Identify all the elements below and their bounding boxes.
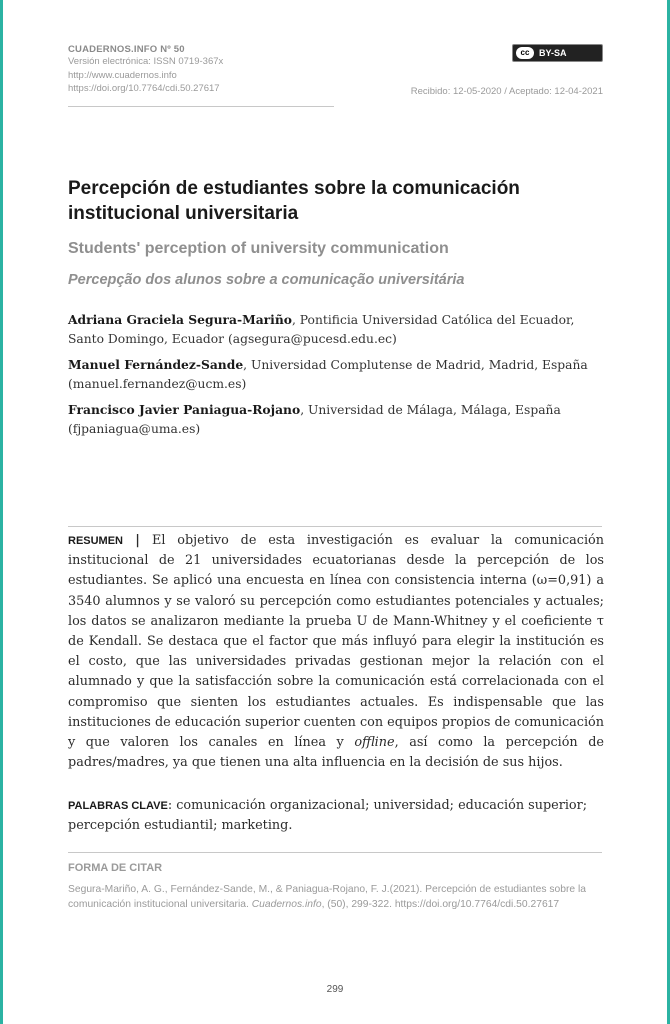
citation-text [68,882,593,912]
license-label: BY-SA [539,48,567,58]
keywords-label: PALABRAS CLAVE [68,800,168,812]
citation-text-end: , (50), 299-322. https://doi.org/10.7764/cdi.50.27617 [321,899,560,910]
page-edge-left [0,0,3,1024]
citation-journal: Cuadernos.info [251,899,322,910]
author-affiliation: , Universidad de Málaga, Málaga, España (fjpaniagua@uma.es) [68,403,561,436]
author-entry [68,400,604,439]
page-number: 299 [326,984,344,995]
citation-label: FORMA DE CITAR [68,862,163,874]
article-doi[interactable]: https://doi.org/10.7764/cdi.50.27617 [68,83,220,94]
keywords-text: : comunicación organizacional; universidad; educación superior; percepción estudiantil; marketing. [68,798,588,834]
abstract-divider [68,526,602,527]
author-affiliation: , Pontificia Universidad Católica del Ecuador, Santo Domingo, Ecuador (agsegura@pucesd.edu.ec) [68,313,575,346]
abstract-text: El objetivo de esta investigación es evaluar la comunicación institucional de 21 universidades ecuatorianas desde la percepción de los estudiantes. Se aplicó una encuesta en línea con consistencia interna (ω=0,91) a 3540 alumnos y se valoró su percepción como estudiantes potenciales y actuales; los datos se analizaron mediante la prueba U de Mann-Whitney y el coeficiente τ de Kendall. Se destaca que el factor que más influyó para elegir la institución es el costo, que las universidades privadas gestionan mejor la relación con el alumnado y que la satisfacción sobre la comunicación está correlacionada con el compromiso que sienten los estudiantes actuales. Es indispensable que las instituciones de educación superior cuenten con equipos propios de comunicación y que valoren los canales en línea y [68,533,604,751]
author-name: Francisco Javier Paniagua-Rojano [68,402,301,417]
author-entry [68,310,604,349]
abstract-separator: | [123,533,153,548]
journal-website[interactable]: http://www.cuadernos.info [68,69,177,81]
citation-divider [68,852,602,853]
article-header [68,44,603,108]
header-divider [68,106,334,107]
creative-commons-icon: cc [516,47,534,59]
journal-name: CUADERNOS.INFO Nº 50 [68,44,185,55]
received-accepted-dates: Recibido: 12-05-2020 / Aceptado: 12-04-2021 [410,86,603,97]
article-title-english: Students' perception of university communication [68,240,449,257]
author-affiliation: , Universidad Complutense de Madrid, Madrid, España (manuel.fernandez@ucm.es) [68,358,588,391]
abstract-text-end: , así como la percepción de padres/madres, ya que tienen una alta influencia en la decisión de sus hijos. [68,735,604,771]
author-name: Adriana Graciela Segura-Mariño [68,312,292,327]
abstract-label: RESUMEN [68,535,124,547]
article-title-portuguese: Percepção dos alunos sobre a comunicação universitária [68,272,465,288]
author-entry [68,355,604,394]
license-badge [512,44,603,62]
article-title: Percepción de estudiantes sobre la comunicación institucional universitaria [68,178,520,224]
author-name: Manuel Fernández-Sande [68,357,244,372]
abstract [68,531,604,773]
author-list [68,310,604,445]
electronic-version: Versión electrónica: ISSN 0719-367x [68,56,224,67]
citation-text-start: Segura-Mariño, A. G., Fernández-Sande, M., & Paniagua-Rojano, F. J.(2021). Percepción de estudiantes sobre la comunicación institucional universitaria. [68,884,586,910]
keywords [68,796,604,836]
abstract-text-italic: offline [354,735,395,751]
